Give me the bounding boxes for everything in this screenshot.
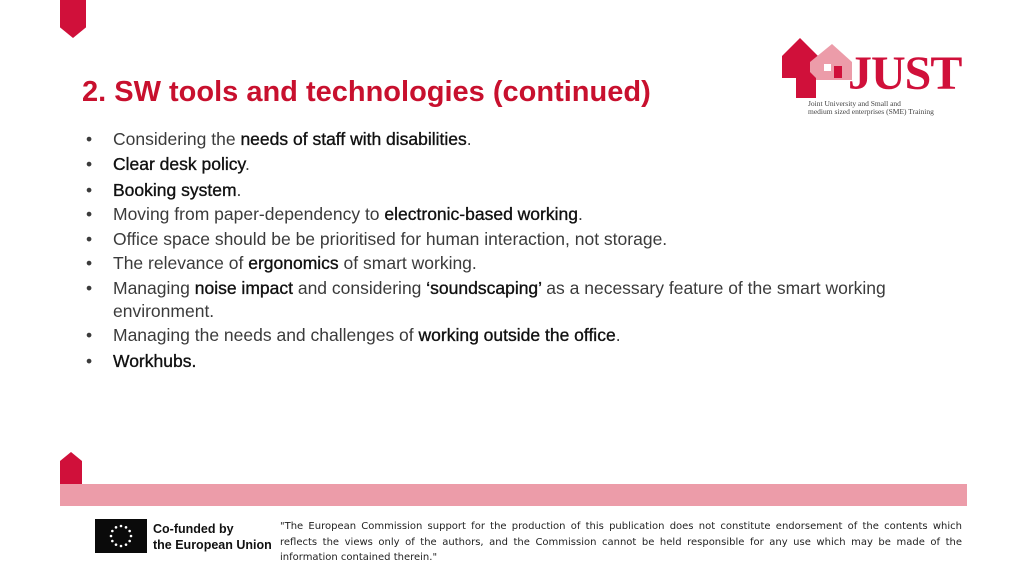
eu-star: [115, 543, 118, 546]
item-emphasis: Booking system: [113, 179, 237, 200]
top-ribbon-tab: [60, 0, 86, 38]
list-item: [86, 228, 946, 251]
bullet-list: [86, 128, 946, 375]
item-emphasis: Workhubs.: [113, 351, 197, 371]
bullet-marker: •: [86, 277, 93, 298]
eu-star: [111, 530, 114, 533]
logo-caption: [808, 100, 978, 116]
item-text: and considering: [292, 277, 427, 298]
disclaimer-text: "The European Commission support for the production of this publication does not constitute endorsement of the contents which reflects the views only of the authors, and the Commission cannot be held responsible for any use which may be made of the information contained therein.": [280, 521, 962, 563]
list-item: [86, 324, 946, 347]
eu-star: [115, 526, 118, 529]
bullet-marker: •: [86, 253, 93, 273]
eu-flag-icon: [95, 519, 147, 553]
logo-caption-line1: Joint University and Small and: [808, 99, 901, 108]
bullet-marker: •: [86, 129, 93, 149]
item-emphasis: electronic-based working: [384, 204, 578, 224]
bullet-marker: •: [86, 228, 93, 249]
bullet-marker: •: [86, 325, 93, 345]
item-text: The relevance of: [113, 253, 249, 273]
house-logo-icon: [782, 38, 852, 100]
footer-band: [60, 484, 967, 506]
item-text: Managing the needs and challenges of: [113, 325, 419, 345]
eu-star: [120, 525, 123, 528]
item-emphasis: noise impact: [194, 277, 293, 298]
eu-star: [120, 545, 123, 548]
logo-caption-line2: medium sized enterprises (SME) Training: [808, 107, 934, 116]
item-text: as a necessary feature of the smart working environment.: [113, 277, 886, 321]
eu-star: [128, 540, 131, 543]
item-text: Moving from paper-dependency to: [113, 204, 385, 224]
item-text: .: [466, 129, 472, 149]
eu-star: [110, 535, 113, 538]
funding-line1: Co-funded by: [153, 522, 234, 536]
item-text: .: [615, 325, 621, 345]
list-item: [86, 277, 946, 323]
bullet-marker: •: [86, 179, 93, 200]
item-emphasis: needs of staff with disabilities: [240, 129, 467, 149]
bullet-marker: •: [86, 153, 93, 174]
list-item: [86, 203, 946, 226]
eu-star: [111, 540, 114, 543]
list-item: [86, 252, 946, 275]
item-text: Managing: [113, 277, 195, 298]
item-text: .: [236, 179, 242, 200]
slide-title: 2. SW tools and technologies (continued): [82, 76, 651, 108]
bullet-marker: •: [86, 351, 93, 371]
funding-label: [153, 521, 272, 553]
list-item: [86, 153, 946, 176]
just-logo: [782, 38, 972, 122]
item-emphasis: Clear desk policy: [113, 153, 245, 174]
list-item: [86, 179, 946, 202]
item-text: .: [577, 204, 583, 224]
item-text: of smart working.: [338, 253, 477, 273]
eu-star: [125, 543, 128, 546]
list-item: [86, 128, 946, 151]
bottom-ribbon-tab: [60, 452, 82, 484]
eu-star: [130, 535, 133, 538]
bullet-marker: •: [86, 204, 93, 224]
funding-line2: the European Union: [153, 538, 272, 552]
item-emphasis: ‘soundscaping’: [426, 277, 542, 298]
logo-wordmark: JUST: [848, 47, 962, 100]
item-text: Office space should be be prioritised for human interaction, not storage.: [113, 228, 668, 249]
item-emphasis: working outside the office: [418, 325, 616, 345]
list-item: [86, 350, 946, 373]
item-emphasis: ergonomics: [248, 253, 339, 273]
item-text: .: [244, 153, 250, 174]
eu-star: [125, 526, 128, 529]
item-text: Considering the: [113, 129, 241, 149]
eu-star: [128, 530, 131, 533]
